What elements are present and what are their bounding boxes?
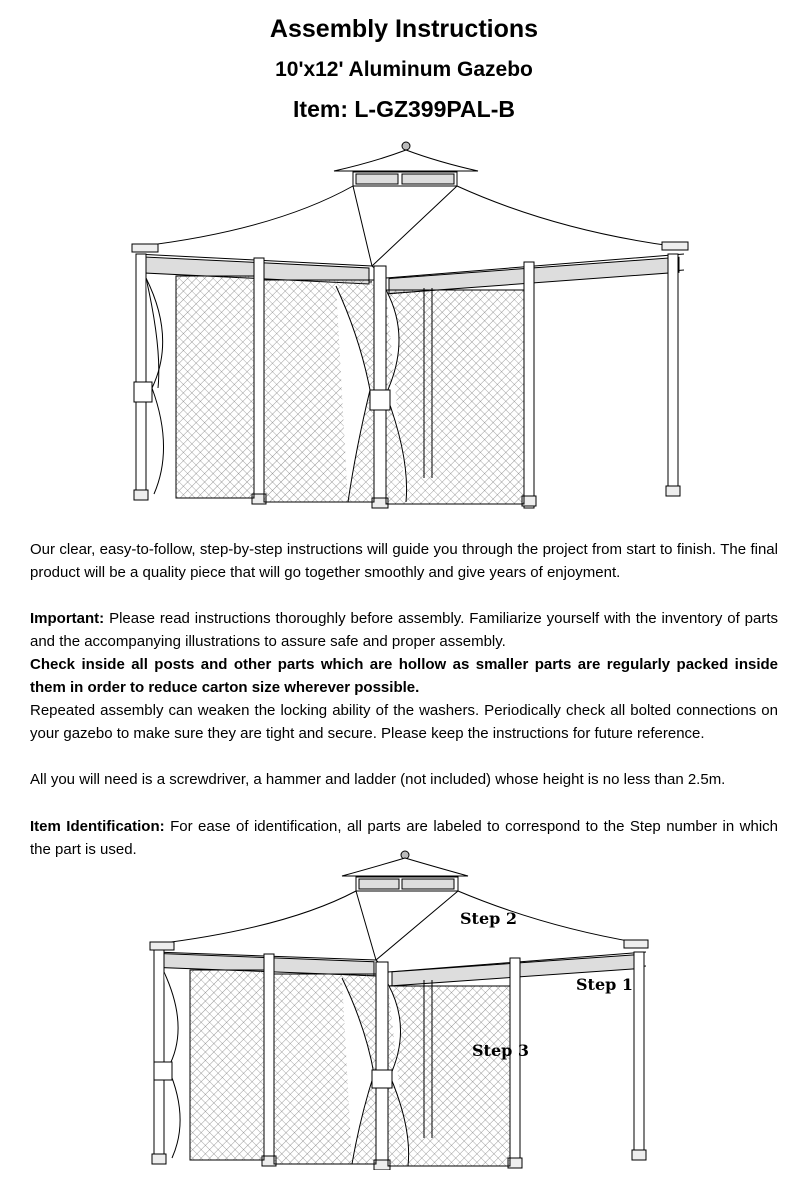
identification-label: Item Identification: — [30, 818, 165, 835]
important-text: Please read instructions thoroughly before assembly. Familiarize yourself with the inventory of parts and the accompanying illustrations to assure safe and proper assembly. — [30, 610, 778, 650]
step-2-label: Step 2 — [460, 909, 518, 928]
identification-text: For ease of identification, all parts are labeled to correspond to the Step number in which the part is used. — [30, 818, 778, 858]
gazebo-step-diagram — [146, 848, 656, 1170]
step-3-label: Step 3 — [472, 1041, 530, 1060]
check-warning — [30, 653, 778, 699]
tools-text: All you will need is a screwdriver, a hammer and ladder (not included) whose height is no less than 2.5m. — [30, 771, 726, 788]
document-title: Assembly Instructions — [269, 15, 539, 43]
repeated-assembly-note: Repeated assembly can weaken the locking ability of the washers. Periodically check all bolted connections on your gazebo to make sure they are tight and secure. Please keep the instructions for future reference. — [30, 702, 778, 742]
gazebo-illustration — [124, 138, 692, 510]
intro-text: Our clear, easy-to-follow, step-by-step instructions will guide you through the project from start to finish. The final product will be a quality piece that will go together smoothly and give years of enjoyment. — [30, 541, 778, 581]
step-1-label: Step 1 — [576, 975, 634, 994]
important-label: Important: — [30, 610, 105, 627]
important-section — [30, 607, 778, 745]
intro-paragraph — [30, 538, 778, 584]
tools-paragraph — [30, 768, 778, 791]
check-warning-text: Check inside all posts and other parts which are hollow as smaller parts are regularly packed inside them in order to reduce carton size wherever possible. — [30, 656, 778, 696]
product-name: 10'x12' Aluminum Gazebo — [275, 58, 533, 81]
important-paragraph — [30, 607, 778, 653]
item-number: Item: L-GZ399PAL-B — [293, 96, 515, 122]
